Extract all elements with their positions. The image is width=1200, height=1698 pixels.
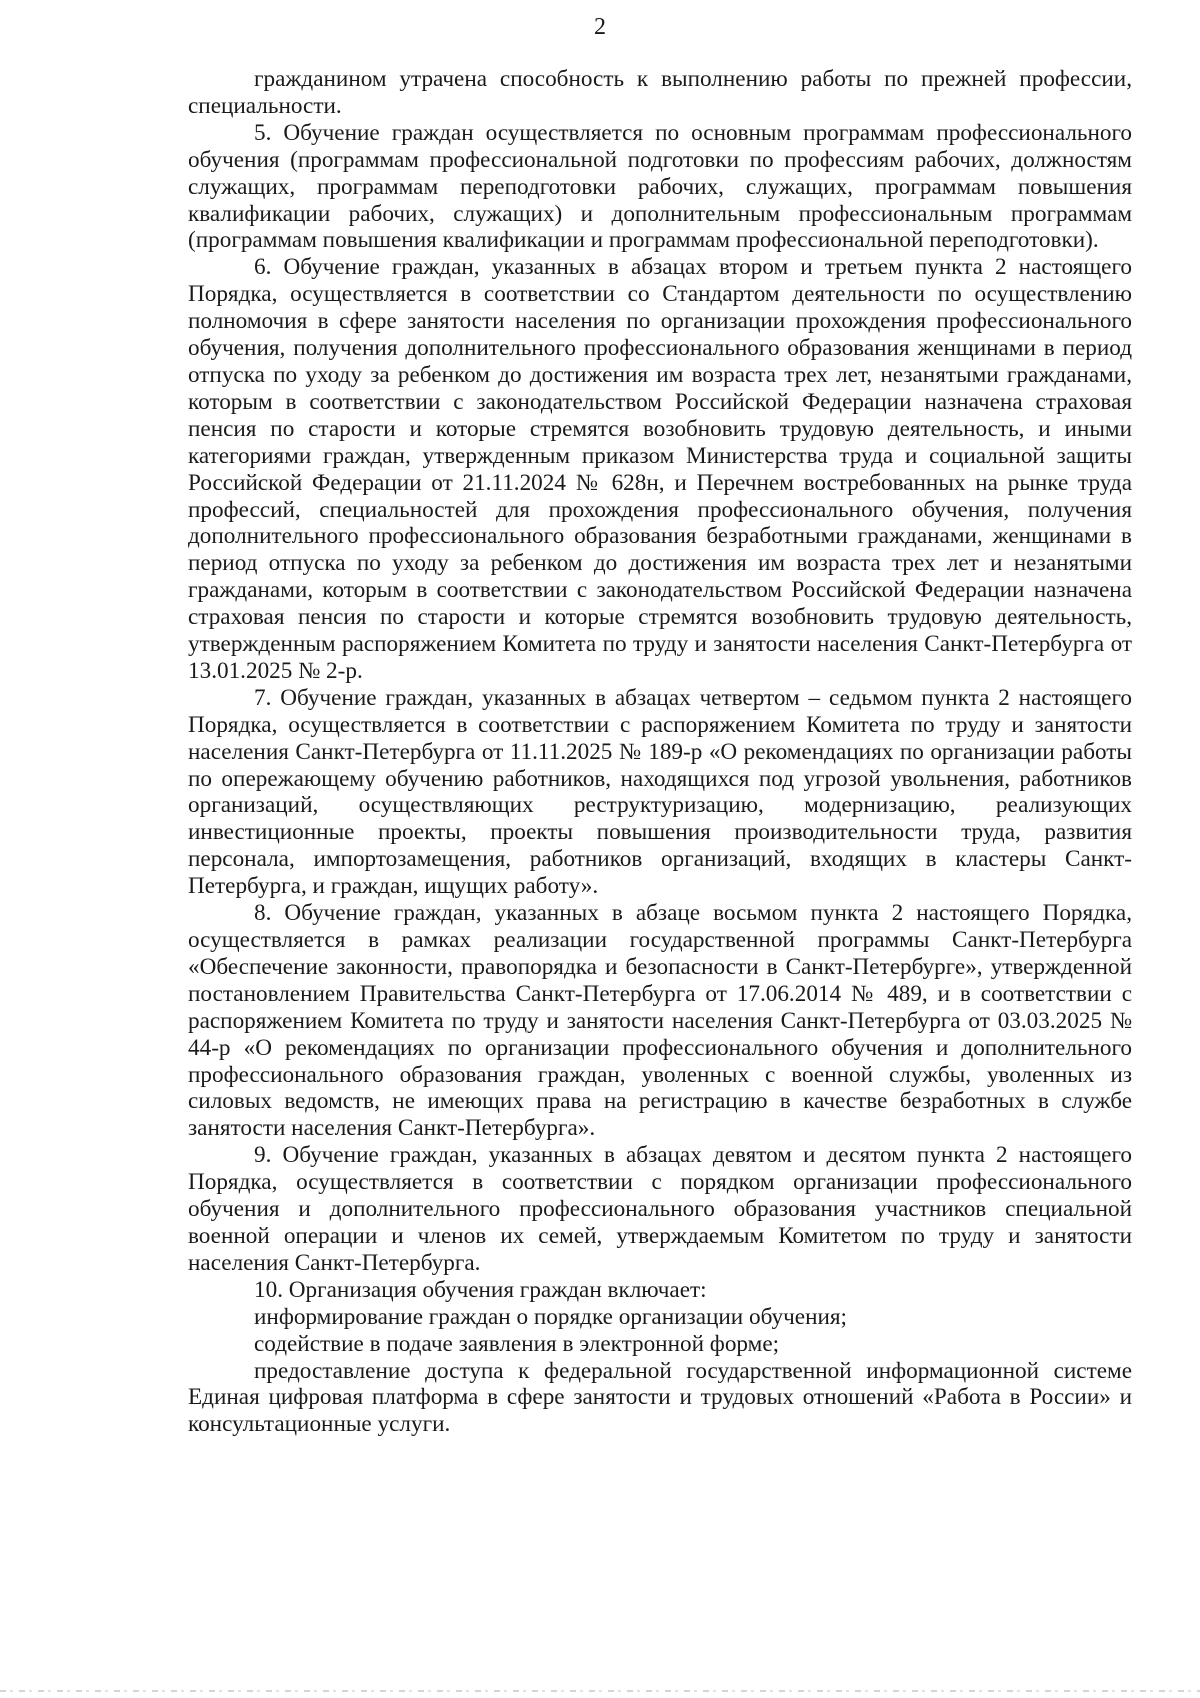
paragraph-item-5: 5. Обучение граждан осуществляется по основным программам профессионального обучения (программам профессиональной подготовки по профессиям рабочих, должностям служащих, программам переподготовки рабочих, служащих, программам повышения квалификации рабочих, служащих) и дополнительным профессиональным программам (программам повышения квалификации и программам профессиональной переподготовки). — [188, 119, 1132, 254]
list-item: содействие в подаче заявления в электронной форме; — [254, 1330, 780, 1357]
paragraph-item-8: 8. Обучение граждан, указанных в абзаце восьмом пункта 2 настоящего Порядка, осуществляется в рамках реализации государственной программы Санкт-Петербурга «Обеспечение законности, правопорядка и безопасности в Санкт-Петербурге», утвержденной постановлением Правительства Санкт-Петербурга от 17.06.2014 № 489, и в соответствии с распоряжением Комитета по труду и занятости населения Санкт-Петербурга от 03.03.2025 № 44-р «О рекомендациях по организации профессионального обучения и дополнительного профессионального образования граждан, уволенных с военной службы, уволенных из силовых ведомств, не имеющих права на регистрацию в качестве безработных в службе занятости населения Санкт-Петербурга». — [188, 900, 1132, 1142]
page-number: 2 — [594, 14, 606, 40]
list-item: предоставление доступа к федеральной государственной информационной системе Единая цифровая платформа в сфере занятости и трудовых отношений «Работа в России» и консультационные услуги. — [188, 1357, 1132, 1438]
paragraph-item-7: 7. Обучение граждан, указанных в абзацах четвертом – седьмом пункта 2 настоящего Порядка, осуществляется в соответствии с распоряжением Комитета по труду и занятости населения Санкт-Петербурга от 11.11.2025 № 189-р «О рекомендациях по организации работы по опережающему обучению работников, находящихся под угрозой увольнения, работников организаций, осуществляющих реструктуризацию, модернизацию, реализующих инвестиционные проекты, проекты повышения производительности труда, развития персонала, импортозамещения, работников организаций, входящих в кластеры Санкт-Петербурга, и граждан, ищущих работу». — [188, 684, 1132, 900]
paragraph-item-9: 9. Обучение граждан, указанных в абзацах девятом и десятом пункта 2 настоящего Порядка, осуществляется в соответствии с порядком организации профессионального обучения и дополнительного профессионального образования участников специальной военной операции и членов их семей, утверждаемым Комитетом по труду и занятости населения Санкт-Петербурга. — [188, 1142, 1132, 1276]
scan-artifact-line — [0, 1690, 1200, 1692]
paragraph-item-10: 10. Организация обучения граждан включает: — [254, 1276, 707, 1303]
paragraph-item-6: 6. Обучение граждан, указанных в абзацах втором и третьем пункта 2 настоящего Порядка, осуществляется в соответствии со Стандартом деятельности по осуществлению полномочия в сфере занятости населения по организации прохождения профессионального обучения, получения дополнительного профессионального образования женщинами в период отпуска по уходу за ребенком до достижения им возраста трех лет, незанятыми гражданами, которым в соответствии с законодательством Российской Федерации назначена страховая пенсия по старости и которые стремятся возобновить трудовую деятельность, и иными категориями граждан, утвержденным приказом Министерства труда и социальной защиты Российской Федерации от 21.11.2024 № 628н, и Перечнем востребованных на рынке труда профессий, специальностей для прохождения профессионального обучения, получения дополнительного профессионального образования безработными гражданами, женщинами в период отпуска по уходу за ребенком до достижения им возраста трех лет и незанятыми гражданами, которым в соответствии с законодательством Российской Федерации назначена страховая пенсия по старости и которые стремятся возобновить трудовую деятельность, утвержденным распоряжением Комитета по труду и занятости населения Санкт-Петербурга от 13.01.2025 № 2-р. — [188, 254, 1132, 684]
paragraph: гражданином утрачена способность к выполнению работы по прежней профессии, специальности. — [188, 66, 1132, 119]
document-body — [188, 66, 1132, 1438]
list-item: информирование граждан о порядке организации обучения; — [254, 1303, 847, 1330]
